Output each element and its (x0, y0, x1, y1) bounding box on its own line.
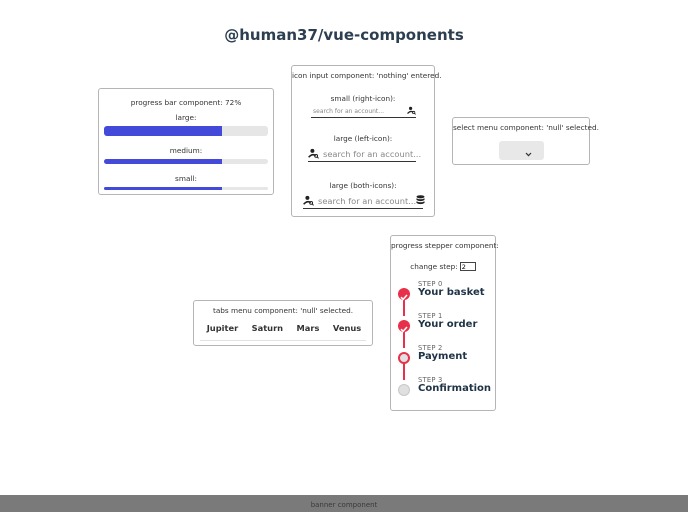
select-menu-title: select menu component: 'null' selected. (453, 123, 599, 132)
banner: banner component (0, 495, 688, 512)
step-label: STEP 3 (418, 376, 443, 384)
step-name: Payment (418, 351, 468, 362)
step-label: STEP 2 (418, 344, 443, 352)
database-icon[interactable] (416, 195, 425, 207)
change-step-input[interactable] (460, 262, 476, 271)
large-left-search-placeholder: search for an account... (323, 149, 422, 159)
large-both-input-label: large (both-icons): (329, 181, 397, 190)
tabs-menu-title: tabs menu component: 'null' selected. (212, 306, 354, 315)
user-search-icon[interactable] (407, 106, 416, 117)
progress-bar-card (98, 88, 274, 195)
tab-saturn[interactable]: Saturn (251, 323, 284, 333)
large-both-search-placeholder: search for an account... (318, 196, 417, 206)
select-menu-card (452, 117, 599, 165)
user-search-icon[interactable] (308, 148, 319, 161)
progress-bar-large (104, 126, 268, 136)
tabs-divider (200, 340, 366, 341)
change-step-row (391, 262, 495, 271)
check-icon (398, 288, 410, 300)
progress-bar-small (104, 187, 268, 190)
step-name: Your basket (418, 287, 485, 298)
page-title: @human37/vue-components (224, 26, 464, 44)
large-both-search-input[interactable] (303, 194, 423, 209)
user-search-icon[interactable] (303, 195, 314, 208)
large-left-search-input[interactable] (308, 147, 422, 162)
small-search-placeholder: search for an account... (313, 108, 385, 115)
progress-stepper-card (390, 235, 499, 411)
step-label: STEP 1 (418, 312, 443, 320)
progress-bar-medium (104, 159, 268, 164)
large-left-input-label: large (left-icon): (333, 134, 393, 143)
tab-venus[interactable]: Venus (332, 323, 362, 333)
step-name: Confirmation (418, 383, 492, 394)
step-name: Your order (418, 319, 478, 330)
icon-input-card (291, 65, 442, 217)
icon-input-title: icon input component: 'nothing' entered. (292, 71, 442, 80)
small-input-label: small (right-icon): (330, 94, 396, 103)
step-pending-indicator (398, 384, 410, 396)
progress-bar-small-label: small: (175, 174, 197, 183)
stepper-steps (391, 280, 497, 410)
small-search-input[interactable] (311, 106, 416, 118)
chevron-down-icon (525, 142, 532, 161)
step-current-indicator (398, 352, 410, 364)
change-step-label: change step: (410, 262, 458, 271)
progress-stepper-title: progress stepper component: (391, 241, 499, 250)
progress-bar-large-fill (104, 126, 222, 136)
progress-bar-small-fill (104, 187, 222, 190)
tabs-menu (194, 323, 374, 333)
progress-bar-large-label: large: (175, 113, 197, 122)
tabs-menu-card (193, 300, 373, 346)
tab-jupiter[interactable]: Jupiter (206, 323, 239, 333)
progress-bar-medium-label: medium: (169, 146, 203, 155)
select-menu-dropdown[interactable] (499, 141, 544, 160)
tab-mars[interactable]: Mars (296, 323, 320, 333)
check-icon (398, 320, 410, 332)
step-label: STEP 0 (418, 280, 443, 288)
progress-bar-medium-fill (104, 159, 222, 164)
progress-bar-title: progress bar component: 72% (130, 98, 242, 107)
